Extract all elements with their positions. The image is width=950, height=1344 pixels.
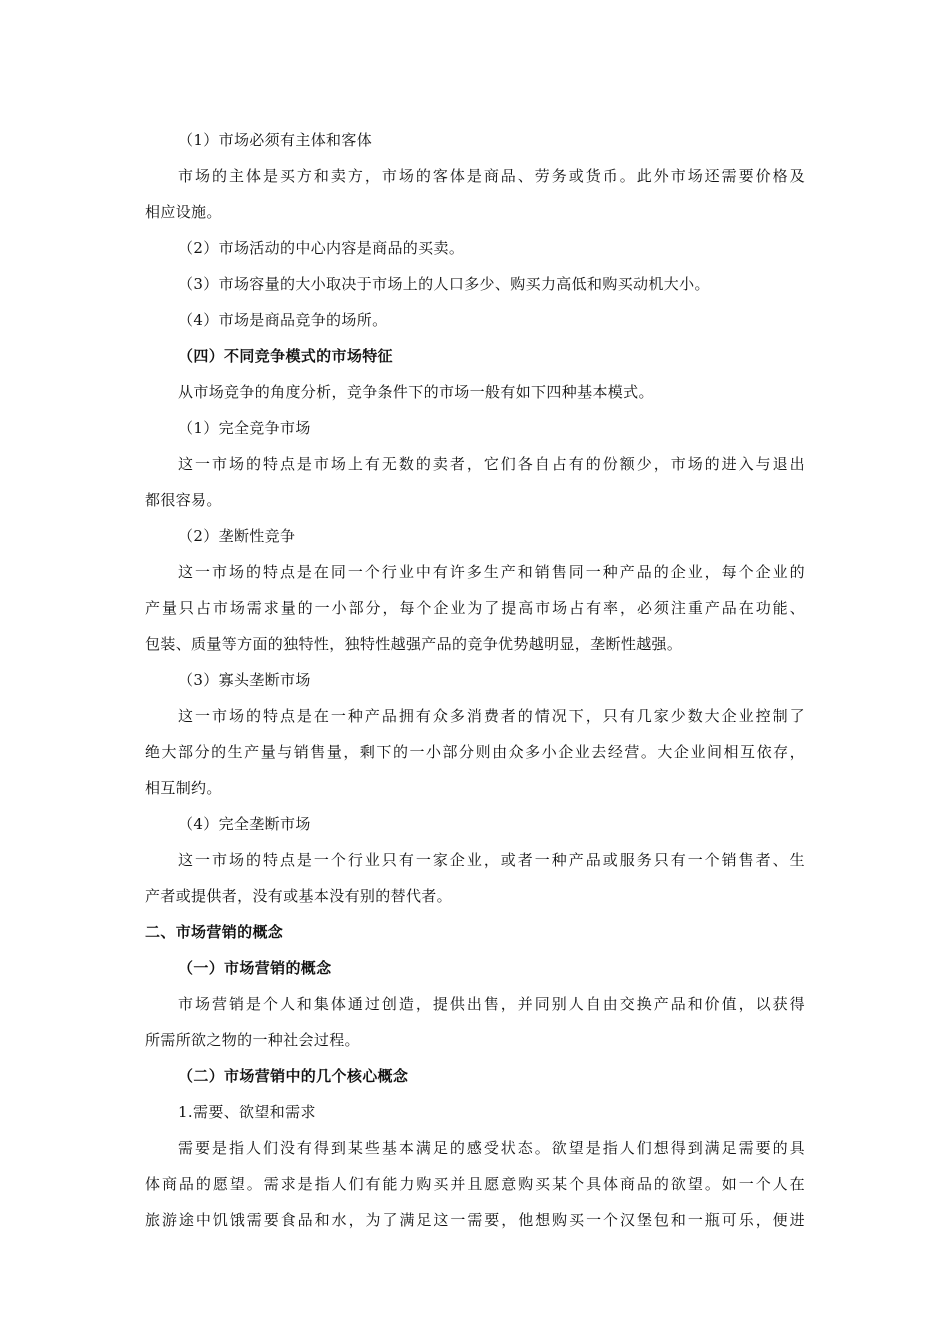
paragraph-line: 这一市场的特点是市场上有无数的卖者，它们各自占有的份额少，市场的进入与退出 bbox=[178, 455, 805, 473]
paragraph-line: 所需所欲之物的一种社会过程。 bbox=[145, 1031, 360, 1049]
paragraph-line: 需要是指人们没有得到某些基本满足的感受状态。欲望是指人们想得到满足需要的具 bbox=[178, 1139, 805, 1157]
section-heading: （四）不同竞争模式的市场特征 bbox=[178, 347, 393, 365]
paragraph-line: 这一市场的特点是一个行业只有一家企业，或者一种产品或服务只有一个销售者、生 bbox=[178, 851, 805, 869]
paragraph-line: 旅游途中饥饿需要食品和水，为了满足这一需要，他想购买一个汉堡包和一瓶可乐，便进 bbox=[145, 1211, 805, 1229]
paragraph-line: 相互制约。 bbox=[145, 779, 222, 797]
paragraph-line: 这一市场的特点是在一种产品拥有众多消费者的情况下，只有几家少数大企业控制了 bbox=[178, 707, 805, 725]
list-item: （1）市场必须有主体和客体 bbox=[178, 131, 373, 149]
list-item: （4）完全垄断市场 bbox=[178, 815, 311, 833]
paragraph-line: 产者或提供者，没有或基本没有别的替代者。 bbox=[145, 887, 453, 905]
list-item: （3）寡头垄断市场 bbox=[178, 671, 311, 689]
paragraph-line: 从市场竞争的角度分析，竞争条件下的市场一般有如下四种基本模式。 bbox=[178, 383, 654, 401]
paragraph-line: 都很容易。 bbox=[145, 491, 222, 509]
paragraph-line: 这一市场的特点是在同一个行业中有许多生产和销售同一种产品的企业，每个企业的 bbox=[178, 563, 805, 581]
list-item: （2）垄断性竞争 bbox=[178, 527, 296, 545]
section-heading: （二）市场营销中的几个核心概念 bbox=[178, 1067, 409, 1085]
list-item: （2）市场活动的中心内容是商品的买卖。 bbox=[178, 239, 465, 257]
list-item: （1）完全竞争市场 bbox=[178, 419, 311, 437]
paragraph-line: 产量只占市场需求量的一小部分，每个企业为了提高市场占有率，必须注重产品在功能、 bbox=[145, 599, 805, 617]
document-page bbox=[145, 122, 805, 1238]
paragraph-line: 市场营销是个人和集体通过创造，提供出售，并同别人自由交换产品和价值，以获得 bbox=[178, 995, 805, 1013]
section-heading: （一）市场营销的概念 bbox=[178, 959, 332, 977]
paragraph-line: 绝大部分的生产量与销售量，剩下的一小部分则由众多小企业去经营。大企业间相互依存， bbox=[145, 743, 805, 761]
subsection-heading: 1.需要、欲望和需求 bbox=[178, 1103, 316, 1121]
list-item: （3）市场容量的大小取决于市场上的人口多少、购买力高低和购买动机大小。 bbox=[178, 275, 710, 293]
paragraph-line: 市场的主体是买方和卖方，市场的客体是商品、劳务或货币。此外市场还需要价格及 bbox=[178, 167, 805, 185]
paragraph-line: 相应设施。 bbox=[145, 203, 222, 221]
chapter-heading: 二、市场营销的概念 bbox=[145, 923, 284, 941]
list-item: （4）市场是商品竞争的场所。 bbox=[178, 311, 388, 329]
paragraph-line: 体商品的愿望。需求是指人们有能力购买并且愿意购买某个具体商品的欲望。如一个人在 bbox=[145, 1175, 805, 1193]
paragraph-line: 包装、质量等方面的独特性，独特性越强产品的竞争优势越明显，垄断性越强。 bbox=[145, 635, 683, 653]
